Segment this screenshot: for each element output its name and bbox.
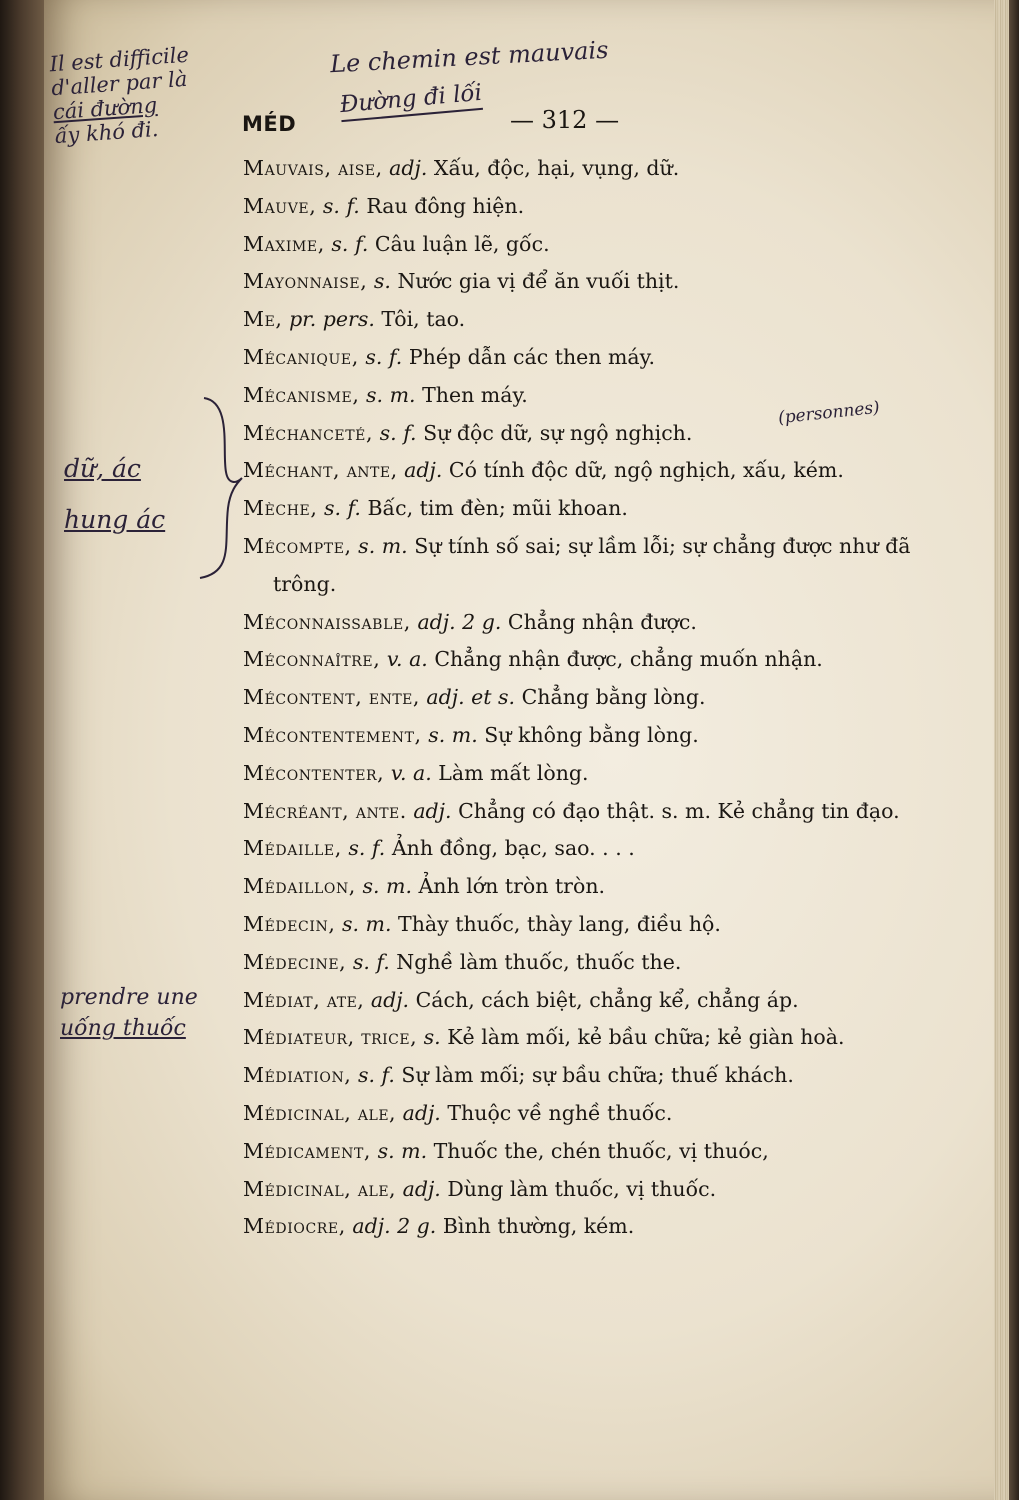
part-of-speech: s. — [423, 1025, 441, 1050]
part-of-speech: s. m. — [377, 1138, 428, 1163]
annotation-line: uống thuốc — [60, 1016, 186, 1042]
part-of-speech: s. m. — [358, 533, 408, 558]
page-stack-edge — [991, 0, 1019, 1500]
headword: Médiocre, — [243, 1214, 346, 1239]
part-of-speech: adj. — [370, 987, 410, 1012]
grammar-ending: ate, — [326, 987, 365, 1012]
grammar-ending: aise, — [338, 156, 383, 180]
part-of-speech: s. f. — [322, 193, 360, 218]
annotation-line: Il est difficile — [48, 42, 190, 77]
annotation-personnes: (personnes) — [777, 397, 881, 429]
headword: Médiateur, — [243, 1025, 355, 1050]
part-of-speech: s. m. — [362, 874, 412, 899]
dictionary-entry — [243, 1019, 943, 1057]
definition: Phép dẫn các then máy. — [408, 344, 656, 369]
definition: Chẳng bằng lòng. — [521, 685, 706, 710]
headword: Médicinal, — [243, 1176, 352, 1201]
annotation-line: hung ác — [64, 504, 166, 534]
definition: Nước gia vị để ăn vuối thịt. — [397, 269, 680, 294]
definition: Tôi, tao. — [381, 307, 466, 332]
headword: Mécontenter, — [243, 760, 385, 785]
grammar-ending: ale, — [357, 1176, 397, 1201]
dictionary-entry — [243, 226, 943, 264]
headword: Mèche, — [243, 496, 318, 521]
headword: Méconnaissable, — [243, 609, 411, 634]
headword: Mauvais, — [243, 156, 332, 180]
headword: Mécompte, — [243, 533, 352, 558]
definition: Có tính độc dữ, ngộ nghịch, xấu, kém. — [448, 458, 844, 483]
part-of-speech: v. a. — [386, 647, 428, 672]
definition: Bình thường, kém. — [442, 1214, 635, 1239]
part-of-speech: adj. — [413, 798, 452, 823]
definition: Bấc, tim đèn; mũi khoan. — [367, 496, 628, 521]
dictionary-entry — [243, 830, 943, 868]
dictionary-entry — [243, 301, 943, 339]
headword: Méchanceté, — [243, 420, 374, 445]
part-of-speech: adj. — [389, 156, 428, 180]
headword: Médiat, — [243, 987, 321, 1012]
dictionary-entry — [243, 604, 943, 642]
dictionary-entry — [243, 868, 943, 906]
annotation-bottom-left — [60, 985, 250, 1042]
grammar-ending: ante. — [355, 798, 407, 823]
grammar-ending: ante, — [346, 458, 398, 483]
part-of-speech: s. — [373, 269, 391, 294]
definition: Kẻ làm mối, kẻ bầu chữa; kẻ giàn hoà. — [447, 1025, 845, 1050]
headword: Mécontentement, — [243, 722, 422, 747]
part-of-speech: pr. pers. — [289, 307, 375, 332]
part-of-speech: s. m. — [428, 722, 478, 747]
headword: Me, — [243, 307, 283, 332]
definition: Sự làm mối; sự bầu chữa; thuế khách. — [401, 1063, 794, 1088]
dictionary-entry — [243, 415, 943, 453]
definition: Then máy. — [422, 382, 528, 407]
part-of-speech: s. m. — [342, 911, 392, 936]
headword: Mécréant, — [243, 798, 350, 823]
grammar-ending: ente, — [368, 685, 420, 710]
annotation-top-center: Le chemin est mauvais — [329, 35, 610, 79]
dictionary-entry — [243, 263, 943, 301]
dictionary-entry — [243, 944, 943, 982]
dictionary-entry — [243, 1057, 943, 1095]
dictionary-entry — [243, 717, 943, 755]
dictionary-entry — [243, 1095, 943, 1133]
headword: Médicament, — [243, 1138, 372, 1163]
definition: Thày thuốc, thày lang, điều hộ. — [398, 911, 721, 936]
dictionary-entry — [243, 1171, 943, 1209]
headword: Médecine, — [243, 949, 347, 974]
dictionary-entry — [243, 641, 943, 679]
dictionary-entry — [243, 490, 943, 528]
definition: Nghề làm thuốc, thuốc the. — [396, 949, 682, 974]
annotation-top-center-viet: Đường đi lối — [339, 80, 483, 123]
definition: Thuộc về nghề thuốc. — [447, 1100, 673, 1125]
definition: Sự không bằng lòng. — [484, 722, 699, 747]
part-of-speech: s. m. — [366, 382, 416, 407]
dictionary-entry — [243, 906, 943, 944]
part-of-speech: s. f. — [331, 231, 369, 256]
headword: Médicinal, — [243, 1100, 352, 1125]
headword: Médaille, — [243, 836, 342, 861]
definition: Sự độc dữ, sự ngộ nghịch. — [423, 420, 693, 445]
annotation-line: dữ, ác — [64, 454, 141, 483]
dictionary-entry — [243, 1208, 943, 1246]
grammar-ending: trice, — [361, 1025, 418, 1050]
definition: Cách, cách biệt, chẳng kể, chẳng áp. — [415, 987, 799, 1012]
definition: Sự tính số sai; sự lầm lỗi; sự chẳng được như đã trông. — [273, 533, 911, 596]
part-of-speech: s. f. — [357, 1063, 395, 1088]
part-of-speech: adj. 2 g. — [352, 1214, 437, 1239]
definition: Câu luận lẽ, gốc. — [374, 231, 550, 256]
headword: Mécanisme, — [243, 382, 360, 407]
part-of-speech: adj. 2 g. — [417, 609, 502, 634]
headword: Médaillon, — [243, 874, 356, 899]
definition: Ảnh đồng, bạc, sao. . . . — [391, 836, 635, 861]
dictionary-entry — [243, 755, 943, 793]
part-of-speech: v. a. — [390, 760, 432, 785]
headword: Médiation, — [243, 1063, 352, 1088]
dictionary-entry — [243, 793, 943, 831]
part-of-speech: s. f. — [348, 836, 386, 861]
headword: Mauve, — [243, 193, 317, 218]
grammar-ending: ale, — [357, 1100, 397, 1125]
headword: Maxime, — [243, 231, 325, 256]
part-of-speech: s. f. — [352, 949, 390, 974]
definition: Thuốc the, chén thuốc, vị thuóc, — [433, 1138, 769, 1163]
dictionary-entry — [243, 339, 943, 377]
headword: Mécontent, — [243, 685, 363, 710]
part-of-speech: adj. — [402, 1176, 441, 1201]
definition: Dùng làm thuốc, vị thuốc. — [447, 1176, 717, 1201]
dictionary-entry — [243, 377, 943, 415]
annotation-line: ấy khó đi. — [53, 117, 160, 149]
annotation-line: cái đường — [52, 93, 158, 125]
dictionary-entry — [243, 679, 943, 717]
definition: Chẳng nhận được. — [507, 609, 697, 634]
headword: Mécanique, — [243, 344, 359, 369]
definition: Rau đông hiện. — [366, 193, 525, 218]
annotation-top-left — [49, 40, 235, 149]
part-of-speech: adj. — [404, 458, 443, 483]
headword: Méconnaître, — [243, 647, 381, 672]
part-of-speech: s. f. — [365, 344, 403, 369]
part-of-speech: s. f. — [379, 420, 417, 445]
page-number: — 312 — — [510, 106, 620, 134]
dictionary-entry — [243, 1133, 943, 1171]
dictionary-entry — [243, 982, 943, 1020]
headword: Médecin, — [243, 911, 336, 936]
headword: Mayonnaise, — [243, 269, 368, 294]
definition: Xấu, độc, hại, vụng, dữ. — [433, 156, 680, 180]
annotation-line: prendre une — [60, 985, 198, 1010]
definition: Chẳng có đạo thật. s. m. Kẻ chẳng tin đạo. — [458, 798, 900, 823]
part-of-speech: adj. — [402, 1100, 441, 1125]
dictionary-entry — [243, 528, 943, 604]
annotation-line: d'aller par là — [50, 66, 189, 101]
dictionary-entry — [243, 452, 943, 490]
definition: Chẳng nhận được, chẳng muốn nhận. — [434, 647, 823, 672]
guide-word: MÉD — [242, 112, 297, 136]
dictionary-entry — [243, 150, 943, 188]
dictionary-entry — [243, 188, 943, 226]
headword: Méchant, — [243, 458, 341, 483]
part-of-speech: s. f. — [324, 496, 361, 521]
part-of-speech: adj. et s. — [426, 685, 516, 710]
dictionary-entries — [243, 150, 943, 1246]
definition: Ảnh lớn tròn tròn. — [418, 874, 606, 899]
definition: Làm mất lòng. — [438, 760, 589, 785]
